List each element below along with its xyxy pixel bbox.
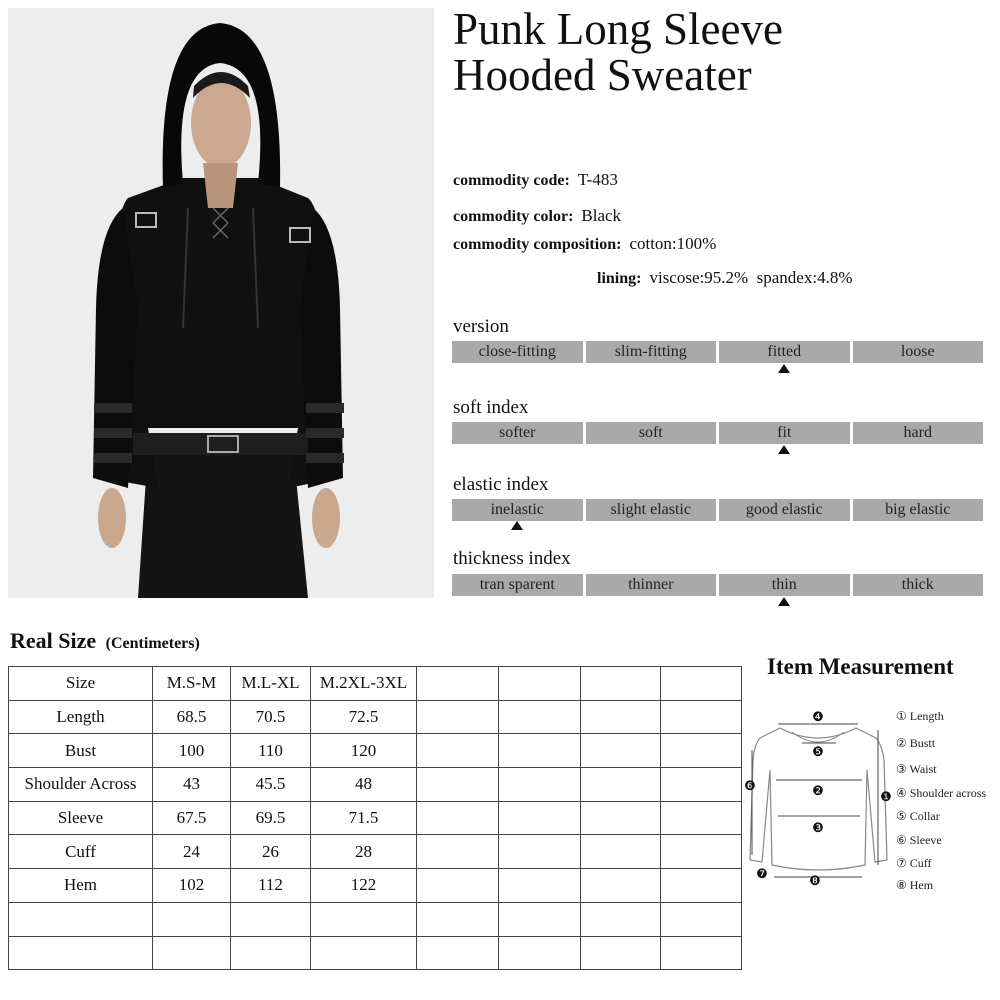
table-cell	[499, 835, 581, 869]
table-header-cell: M.L-XL	[231, 667, 311, 701]
version-option: loose	[853, 341, 984, 363]
product-photo	[8, 8, 434, 598]
real-size-unit: (Centimeters)	[105, 635, 200, 652]
table-cell	[231, 936, 311, 970]
table-cell	[581, 869, 661, 903]
spec-lining-value: viscose:95.2% spandex:4.8%	[649, 268, 853, 287]
table-cell	[417, 936, 499, 970]
table-cell: 122	[311, 869, 417, 903]
thickness-index-selected-marker	[778, 597, 790, 606]
spec-code-label: commodity code:	[453, 172, 570, 189]
thickness-index-scale	[452, 574, 983, 596]
table-header-cell	[499, 667, 581, 701]
table-cell: 48	[311, 768, 417, 802]
thickness-index-option: thin	[719, 574, 850, 596]
table-cell	[153, 902, 231, 936]
elastic-index-option: inelastic	[452, 499, 583, 521]
table-cell	[661, 869, 742, 903]
soft-index-option: hard	[853, 422, 984, 444]
version-scale	[452, 341, 983, 363]
table-row	[9, 869, 742, 903]
legend-hem: ⑧ Hem	[896, 878, 934, 892]
table-cell: Length	[9, 700, 153, 734]
real-size-title	[10, 628, 200, 654]
thickness-index-option: tran sparent	[452, 574, 583, 596]
marker-4: ❹	[812, 709, 824, 724]
item-measurement-title: Item Measurement	[767, 654, 954, 679]
table-cell	[417, 869, 499, 903]
table-cell: 102	[153, 869, 231, 903]
soft-index-option: fit	[719, 422, 850, 444]
table-cell: 24	[153, 835, 231, 869]
spec-lining-label: lining:	[597, 270, 642, 287]
version-selected-marker	[778, 364, 790, 373]
spec-composition-label: commodity composition:	[453, 236, 622, 253]
table-cell	[661, 902, 742, 936]
table-cell	[417, 835, 499, 869]
table-header-cell	[581, 667, 661, 701]
table-header-cell: Size	[9, 667, 153, 701]
table-cell	[661, 734, 742, 768]
table-cell: Shoulder Across	[9, 768, 153, 802]
table-cell: 70.5	[231, 700, 311, 734]
table-cell	[499, 700, 581, 734]
marker-3: ❸	[812, 820, 824, 835]
table-cell	[417, 768, 499, 802]
spec-composition	[453, 234, 716, 254]
legend-cuff: ⑦ Cuff	[896, 856, 932, 870]
table-cell	[9, 936, 153, 970]
marker-8: ❽	[809, 873, 821, 888]
table-cell	[581, 700, 661, 734]
table-header-row	[9, 667, 742, 701]
table-cell	[581, 835, 661, 869]
soft-index-option: softer	[452, 422, 583, 444]
size-table	[8, 666, 742, 970]
table-row	[9, 801, 742, 835]
spec-color-value: Black	[581, 206, 622, 225]
table-cell	[581, 801, 661, 835]
table-row	[9, 768, 742, 802]
spec-code	[453, 170, 618, 190]
elastic-index-option: good elastic	[719, 499, 850, 521]
table-cell	[661, 768, 742, 802]
table-cell	[661, 936, 742, 970]
table-cell	[417, 801, 499, 835]
table-cell: 110	[231, 734, 311, 768]
table-cell	[499, 936, 581, 970]
legend-collar: ⑤ Collar	[896, 809, 940, 823]
elastic-index-label: elastic index	[453, 474, 549, 495]
soft-index-label: soft index	[453, 397, 529, 418]
table-row	[9, 734, 742, 768]
table-cell	[581, 734, 661, 768]
table-row	[9, 835, 742, 869]
marker-2: ❷	[812, 783, 824, 798]
table-cell: Hem	[9, 869, 153, 903]
table-cell: 69.5	[231, 801, 311, 835]
table-header-cell: M.2XL-3XL	[311, 667, 417, 701]
legend-shoulder: ④ Shoulder across	[896, 786, 987, 800]
table-cell	[581, 902, 661, 936]
product-title	[453, 6, 993, 98]
legend-waist: ③ Waist	[896, 762, 937, 776]
table-cell	[417, 734, 499, 768]
table-cell	[581, 768, 661, 802]
legend-length: ① Length	[896, 709, 944, 723]
table-row	[9, 936, 742, 970]
table-cell: 72.5	[311, 700, 417, 734]
thickness-index-label: thickness index	[453, 548, 571, 569]
version-option: slim-fitting	[586, 341, 717, 363]
table-cell	[231, 902, 311, 936]
table-cell	[9, 902, 153, 936]
table-cell	[417, 700, 499, 734]
table-cell	[499, 801, 581, 835]
table-cell: Bust	[9, 734, 153, 768]
thickness-index-option: thinner	[586, 574, 717, 596]
table-cell: 120	[311, 734, 417, 768]
soft-index-selected-marker	[778, 445, 790, 454]
table-cell: Sleeve	[9, 801, 153, 835]
table-cell	[499, 768, 581, 802]
table-cell	[661, 700, 742, 734]
table-header-cell	[661, 667, 742, 701]
table-cell	[499, 734, 581, 768]
marker-1: ❶	[880, 789, 892, 804]
thickness-index-option: thick	[853, 574, 984, 596]
table-cell	[153, 936, 231, 970]
table-cell	[499, 902, 581, 936]
legend-sleeve: ⑥ Sleeve	[896, 833, 942, 847]
table-cell: 26	[231, 835, 311, 869]
table-cell: 71.5	[311, 801, 417, 835]
table-cell	[661, 801, 742, 835]
table-cell	[581, 936, 661, 970]
marker-7: ❼	[756, 866, 768, 881]
table-header-cell	[417, 667, 499, 701]
marker-5: ❺	[812, 744, 824, 759]
version-label: version	[453, 316, 509, 337]
table-cell	[311, 902, 417, 936]
legend-bust: ② Bustt	[896, 736, 936, 750]
table-cell	[499, 869, 581, 903]
elastic-index-selected-marker	[511, 521, 523, 530]
spec-color-label: commodity color:	[453, 208, 574, 225]
product-title-line2: Hooded Sweater	[453, 50, 752, 100]
table-row	[9, 700, 742, 734]
table-cell: Cuff	[9, 835, 153, 869]
table-cell	[661, 835, 742, 869]
version-option: fitted	[719, 341, 850, 363]
elastic-index-scale	[452, 499, 983, 521]
spec-color	[453, 206, 621, 226]
version-option: close-fitting	[452, 341, 583, 363]
table-cell: 68.5	[153, 700, 231, 734]
table-cell: 100	[153, 734, 231, 768]
elastic-index-option: slight elastic	[586, 499, 717, 521]
table-cell: 112	[231, 869, 311, 903]
table-cell	[417, 902, 499, 936]
table-cell	[311, 936, 417, 970]
elastic-index-option: big elastic	[853, 499, 984, 521]
spec-lining	[597, 268, 853, 288]
table-row	[9, 902, 742, 936]
table-cell: 45.5	[231, 768, 311, 802]
marker-6: ❻	[744, 778, 756, 793]
table-header-cell: M.S-M	[153, 667, 231, 701]
spec-composition-value: cotton:100%	[629, 234, 717, 253]
table-cell: 43	[153, 768, 231, 802]
soft-index-scale	[452, 422, 983, 444]
soft-index-option: soft	[586, 422, 717, 444]
garment-diagram	[740, 700, 895, 895]
table-cell: 67.5	[153, 801, 231, 835]
real-size-heading: Real Size	[10, 628, 97, 653]
spec-code-value: T-483	[577, 170, 618, 189]
table-cell: 28	[311, 835, 417, 869]
product-title-line1: Punk Long Sleeve	[453, 4, 783, 54]
